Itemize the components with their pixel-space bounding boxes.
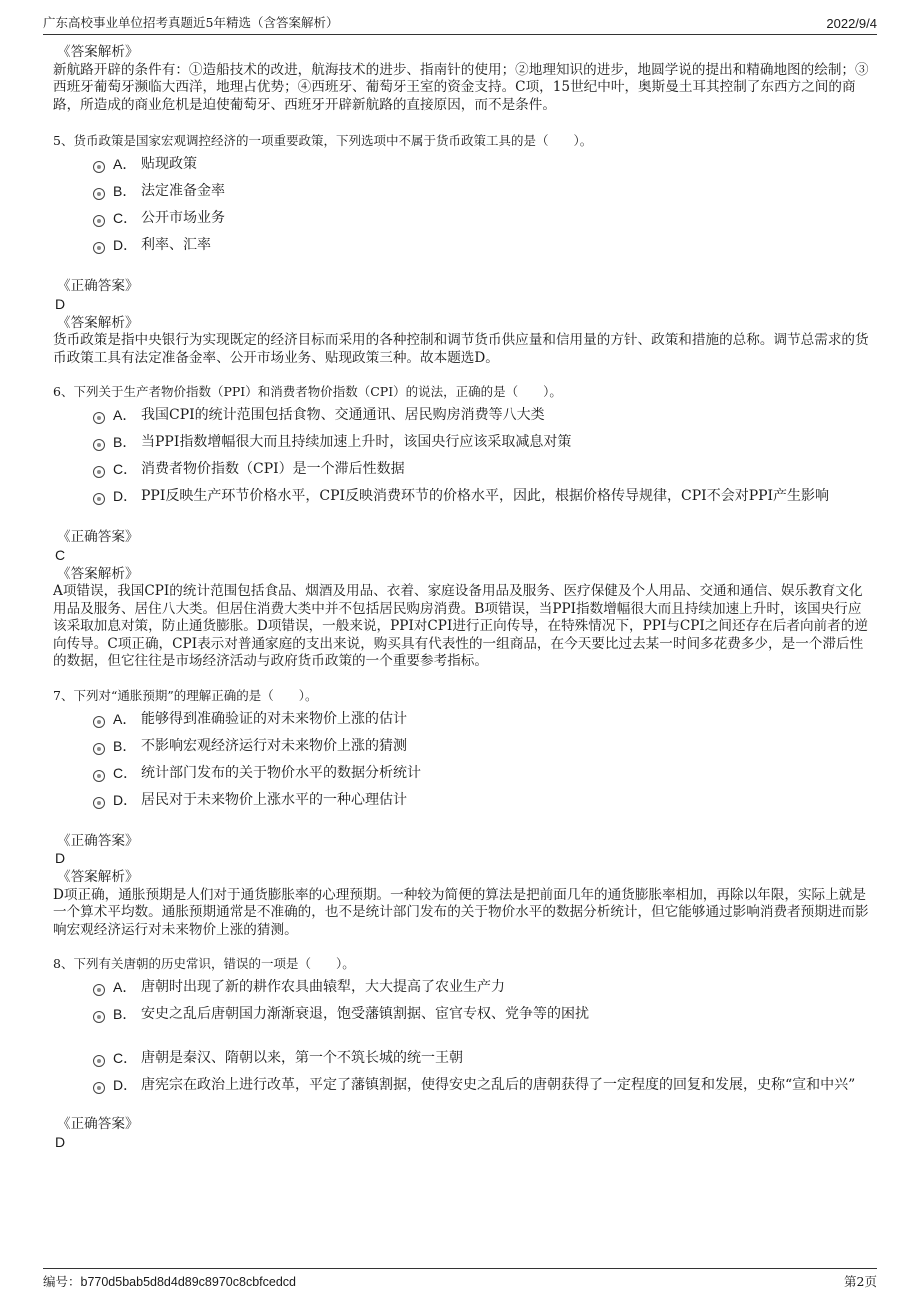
radio-icon[interactable] [93, 242, 105, 254]
radio-icon[interactable] [93, 984, 105, 996]
q5-option-b[interactable]: B． 法定准备金率 [93, 182, 873, 200]
document-date: 2022/9/4 [826, 16, 877, 31]
radio-icon[interactable] [93, 215, 105, 227]
question-5-stem: 5、货币政策是国家宏观调控经济的一项重要政策，下列选项中不属于货币政策工具的是（ ）。 [53, 133, 593, 148]
radio-icon[interactable] [93, 493, 105, 505]
analysis-label: 《答案解析》 [57, 869, 139, 885]
q6-option-b[interactable]: B． 当PPI指数增幅很大而且持续加速上升时，该国央行应该采取减息对策 [93, 433, 873, 451]
q5-option-c[interactable]: C． 公开市场业务 [93, 209, 873, 227]
document-title: 广东高校事业单位招考真题近5年精选（含答案解析） [43, 15, 339, 30]
q6-analysis: A项错误，我国CPI的统计范围包括食品、烟酒及用品、衣着、家庭设备用品及服务、医疗保健及个人用品、交通和通信、娱乐教育文化用品及服务、居住八大类。但居住消费大类中并不包括居民购房消费。B项错误，当PPI指数增幅很大而且持续加速上升时，该国央行应该采取加息对策，防止通货膨胀。D项错误，一般来说，PPI对CPI进行正向传导，在特殊情况下，PPI与CPI之间还存在后者向前者的逆向传导。C项正确，CPI表示对普通家庭的支出来说，购买具有代表性的一组商品，在今天要比过去某一时间多花费多少，是一个滞后性的数据，但它往往是市场经济活动与政府货币政策的一个重要参考指标。 [53, 583, 868, 669]
page-header [43, 11, 877, 35]
q5-option-a[interactable]: A． 贴现政策 [93, 155, 873, 173]
analysis-label: 《答案解析》 [57, 565, 139, 582]
page-number: 第2页 [844, 1274, 877, 1289]
radio-icon[interactable] [93, 161, 105, 173]
q7-answer: D [55, 850, 66, 866]
radio-icon[interactable] [93, 466, 105, 478]
radio-icon[interactable] [93, 1011, 105, 1023]
radio-icon[interactable] [93, 1082, 105, 1094]
question-7-stem: 7、下列对“通胀预期”的理解正确的是（ ）。 [53, 687, 318, 703]
q8-option-c[interactable]: C． 唐朝是秦汉、隋朝以来，第一个不筑长城的统一王朝 [93, 1049, 873, 1067]
question-6-stem: 6、下列关于生产者物价指数（PPI）和消费者物价指数（CPI）的说法，正确的是（ ）。 [53, 384, 562, 399]
q8-option-b[interactable]: B． 安史之乱后唐朝国力渐渐衰退，饱受藩镇割据、宦官专权、党争等的困扰 [93, 1005, 873, 1023]
q7-option-c[interactable]: C． 统计部门发布的关于物价水平的数据分析统计 [93, 764, 873, 782]
radio-icon[interactable] [93, 797, 105, 809]
correct-answer-label: 《正确答案》 [57, 832, 139, 849]
q5-option-d[interactable]: D． 利率、汇率 [93, 236, 873, 254]
q6-answer: C [55, 546, 66, 563]
correct-answer-label: 《正确答案》 [57, 529, 139, 545]
analysis-label: 《答案解析》 [57, 314, 139, 331]
q8-option-d[interactable]: D． 唐宪宗在政治上进行改革，平定了藩镇割据，使得安史之乱后的唐朝获得了一定程度的回复和发展，史称“宣和中兴” [93, 1076, 873, 1094]
q5-analysis: 货币政策是指中央银行为实现既定的经济目标而采用的各种控制和调节货币供应量和信用量的方针、政策和措施的总称。调节总需求的货币政策工具有法定准备金率、公开市场业务、贴现政策三种。故本题选D。 [53, 332, 869, 366]
q7-option-a[interactable]: A． 能够得到准确验证的对未来物价上涨的估计 [93, 710, 873, 728]
question-8-stem: 8、下列有关唐朝的历史常识，错误的一项是（ ）。 [53, 956, 355, 971]
q8-answer: D [55, 1133, 66, 1150]
q7-option-b[interactable]: B． 不影响宏观经济运行对未来物价上涨的猜测 [93, 737, 873, 755]
analysis-label: 《答案解析》 [57, 44, 139, 60]
radio-icon[interactable] [93, 1055, 105, 1067]
radio-icon[interactable] [93, 716, 105, 728]
radio-icon[interactable] [93, 770, 105, 782]
radio-icon[interactable] [93, 743, 105, 755]
q7-option-d[interactable]: D． 居民对于未来物价上涨水平的一种心理估计 [93, 791, 873, 809]
q6-option-a[interactable]: A． 我国CPI的统计范围包括食物、交通通讯、居民购房消费等八大类 [93, 406, 873, 424]
document-content [53, 44, 873, 1153]
q7-analysis: D项正确，通胀预期是人们对于通货膨胀率的心理预期。一种较为简便的算法是把前面几年的通货膨胀率相加，再除以年限，实际上就是一个算术平均数。通胀预期通常是不准确的，也不是统计部门发布的关于物价水平的数据分析统计，但它能够通过影响消费者预期进而影响宏观经济运行对未来物价上涨的猜测。 [53, 886, 869, 938]
document-code: 编号：b770d5bab5d8d4d89c8970c8cbfcedcd [43, 1275, 296, 1289]
radio-icon[interactable] [93, 439, 105, 451]
correct-answer-label: 《正确答案》 [57, 278, 139, 294]
analysis-text: 新航路开辟的条件有：①造船技术的改进，航海技术的进步、指南针的使用；②地理知识的进步，地圆学说的提出和精确地图的绘制；③西班牙葡萄牙濒临大西洋，地理占优势；④西班牙、葡萄牙王室的资金支持。C项，15世纪中叶，奥斯曼土耳其控制了东西方之间的商路，所造成的商业危机是迫使葡萄牙、西班牙开辟新航路的直接原因，而不是条件。 [53, 61, 869, 113]
q6-option-c[interactable]: C． 消费者物价指数（CPI）是一个滞后性数据 [93, 460, 873, 478]
correct-answer-label: 《正确答案》 [57, 1116, 139, 1132]
q6-option-d[interactable]: D． PPI反映生产环节价格水平，CPI反映消费环节的价格水平，因此，根据价格传导规律，CPI不会对PPI产生影响 [93, 487, 873, 505]
q5-answer: D [55, 295, 66, 312]
page-footer [43, 1268, 877, 1290]
radio-icon[interactable] [93, 188, 105, 200]
q8-option-a[interactable]: A． 唐朝时出现了新的耕作农具曲辕犁，大大提高了农业生产力 [93, 978, 873, 996]
radio-icon[interactable] [93, 412, 105, 424]
